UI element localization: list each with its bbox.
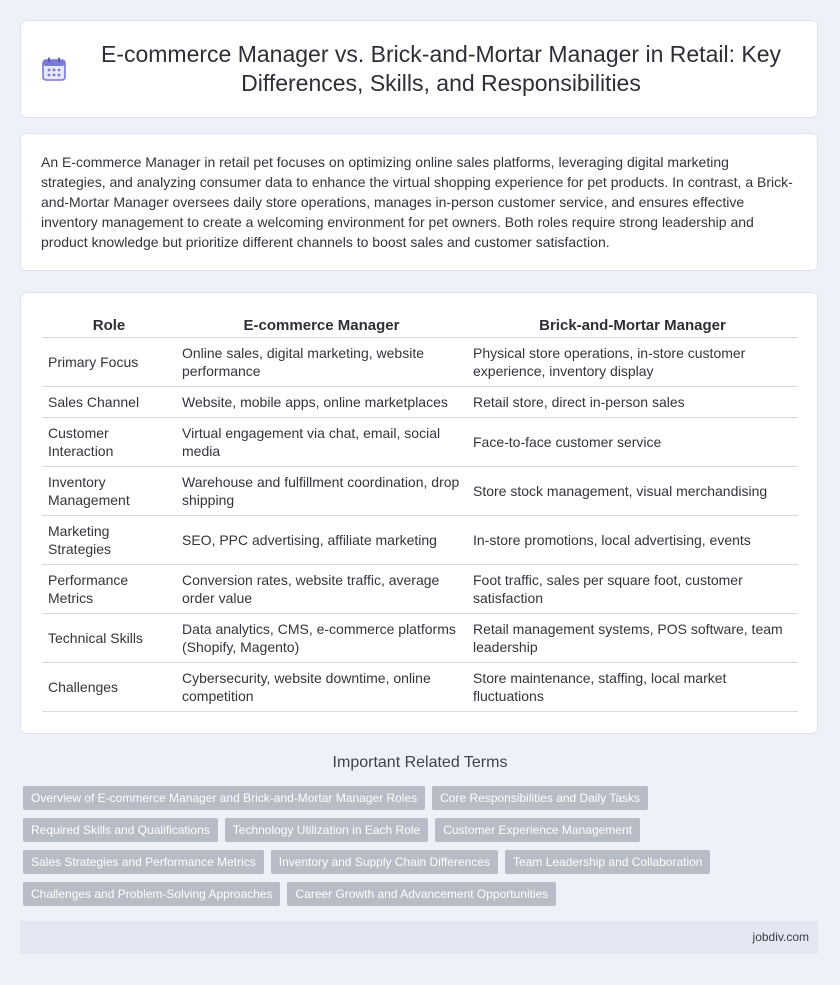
table-cell-role: Technical Skills bbox=[42, 614, 176, 663]
related-term-tag[interactable]: Overview of E-commerce Manager and Brick-and-Mortar Manager Roles bbox=[23, 786, 425, 810]
table-cell-role: Performance Metrics bbox=[42, 565, 176, 614]
column-header-brick-and-mortar: Brick-and-Mortar Manager bbox=[467, 313, 798, 338]
table-cell-ecommerce: Data analytics, CMS, e-commerce platforms (Shopify, Magento) bbox=[176, 614, 467, 663]
table-row bbox=[42, 614, 798, 663]
comparison-table bbox=[42, 313, 798, 712]
tag-row bbox=[23, 786, 823, 810]
related-term-tag[interactable]: Team Leadership and Collaboration bbox=[505, 850, 710, 874]
related-term-tag[interactable]: Sales Strategies and Performance Metrics bbox=[23, 850, 264, 874]
related-terms-list bbox=[23, 786, 823, 914]
table-cell-ecommerce: Warehouse and fulfillment coordination, drop shipping bbox=[176, 467, 467, 516]
table-cell-brick-and-mortar: Retail management systems, POS software, team leadership bbox=[467, 614, 798, 663]
tag-row bbox=[23, 850, 823, 874]
tag-row bbox=[23, 818, 823, 842]
table-cell-brick-and-mortar: Store stock management, visual merchandising bbox=[467, 467, 798, 516]
table-cell-ecommerce: SEO, PPC advertising, affiliate marketing bbox=[176, 516, 467, 565]
tag-row bbox=[23, 882, 823, 906]
table-cell-brick-and-mortar: Face-to-face customer service bbox=[467, 418, 798, 467]
table-cell-role: Sales Channel bbox=[42, 387, 176, 418]
table-cell-brick-and-mortar: Store maintenance, staffing, local market fluctuations bbox=[467, 663, 798, 712]
title-row bbox=[21, 21, 817, 117]
intro-paragraph: An E-commerce Manager in retail pet focuses on optimizing online sales platforms, leveraging digital marketing strategies, and analyzing consumer data to enhance the virtual shopping experience for pet products. In contrast, a Brick-and-Mortar Manager oversees daily store operations, manages in-person customer service, and ensures effective inventory management to create a welcoming environment for pet owners. Both roles require strong leadership and product knowledge but prioritize different channels to boost sales and customer satisfaction. bbox=[41, 154, 793, 250]
column-header-role: Role bbox=[42, 313, 176, 338]
column-header-ecommerce: E-commerce Manager bbox=[176, 313, 467, 338]
table-cell-role: Primary Focus bbox=[42, 338, 176, 387]
table-cell-ecommerce: Cybersecurity, website downtime, online competition bbox=[176, 663, 467, 712]
table-cell-ecommerce: Conversion rates, website traffic, average order value bbox=[176, 565, 467, 614]
header-card bbox=[20, 20, 818, 118]
comparison-table-card bbox=[20, 292, 818, 734]
table-cell-role: Challenges bbox=[42, 663, 176, 712]
table-row bbox=[42, 565, 798, 614]
footer-site-link[interactable]: jobdiv.com bbox=[752, 930, 809, 944]
related-term-tag[interactable]: Technology Utilization in Each Role bbox=[225, 818, 428, 842]
table-cell-brick-and-mortar: Physical store operations, in-store customer experience, inventory display bbox=[467, 338, 798, 387]
table-header-row bbox=[42, 313, 798, 338]
table-row bbox=[42, 467, 798, 516]
table-row bbox=[42, 663, 798, 712]
table-cell-brick-and-mortar: Foot traffic, sales per square foot, customer satisfaction bbox=[467, 565, 798, 614]
table-row bbox=[42, 387, 798, 418]
related-term-tag[interactable]: Challenges and Problem-Solving Approaches bbox=[23, 882, 280, 906]
related-term-tag[interactable]: Core Responsibilities and Daily Tasks bbox=[432, 786, 648, 810]
table-cell-role: Marketing Strategies bbox=[42, 516, 176, 565]
related-term-tag[interactable]: Inventory and Supply Chain Differences bbox=[271, 850, 498, 874]
table-cell-ecommerce: Online sales, digital marketing, website performance bbox=[176, 338, 467, 387]
related-terms-heading: Important Related Terms bbox=[332, 754, 508, 771]
table-cell-brick-and-mortar: In-store promotions, local advertising, events bbox=[467, 516, 798, 565]
table-cell-brick-and-mortar: Retail store, direct in-person sales bbox=[467, 387, 798, 418]
related-term-tag[interactable]: Required Skills and Qualifications bbox=[23, 818, 218, 842]
table-cell-ecommerce: Website, mobile apps, online marketplaces bbox=[176, 387, 467, 418]
table-row bbox=[42, 516, 798, 565]
table-cell-role: Customer Interaction bbox=[42, 418, 176, 467]
table-row bbox=[42, 418, 798, 467]
table-cell-ecommerce: Virtual engagement via chat, email, social media bbox=[176, 418, 467, 467]
footer bbox=[20, 921, 818, 954]
calendar-icon bbox=[41, 56, 67, 82]
intro-card bbox=[20, 133, 818, 271]
related-term-tag[interactable]: Career Growth and Advancement Opportunities bbox=[287, 882, 556, 906]
table-cell-role: Inventory Management bbox=[42, 467, 176, 516]
table-row bbox=[42, 338, 798, 387]
related-term-tag[interactable]: Customer Experience Management bbox=[435, 818, 640, 842]
page-title: E-commerce Manager vs. Brick-and-Mortar Manager in Retail: Key Differences, Skills, and Responsibilities bbox=[100, 41, 781, 96]
